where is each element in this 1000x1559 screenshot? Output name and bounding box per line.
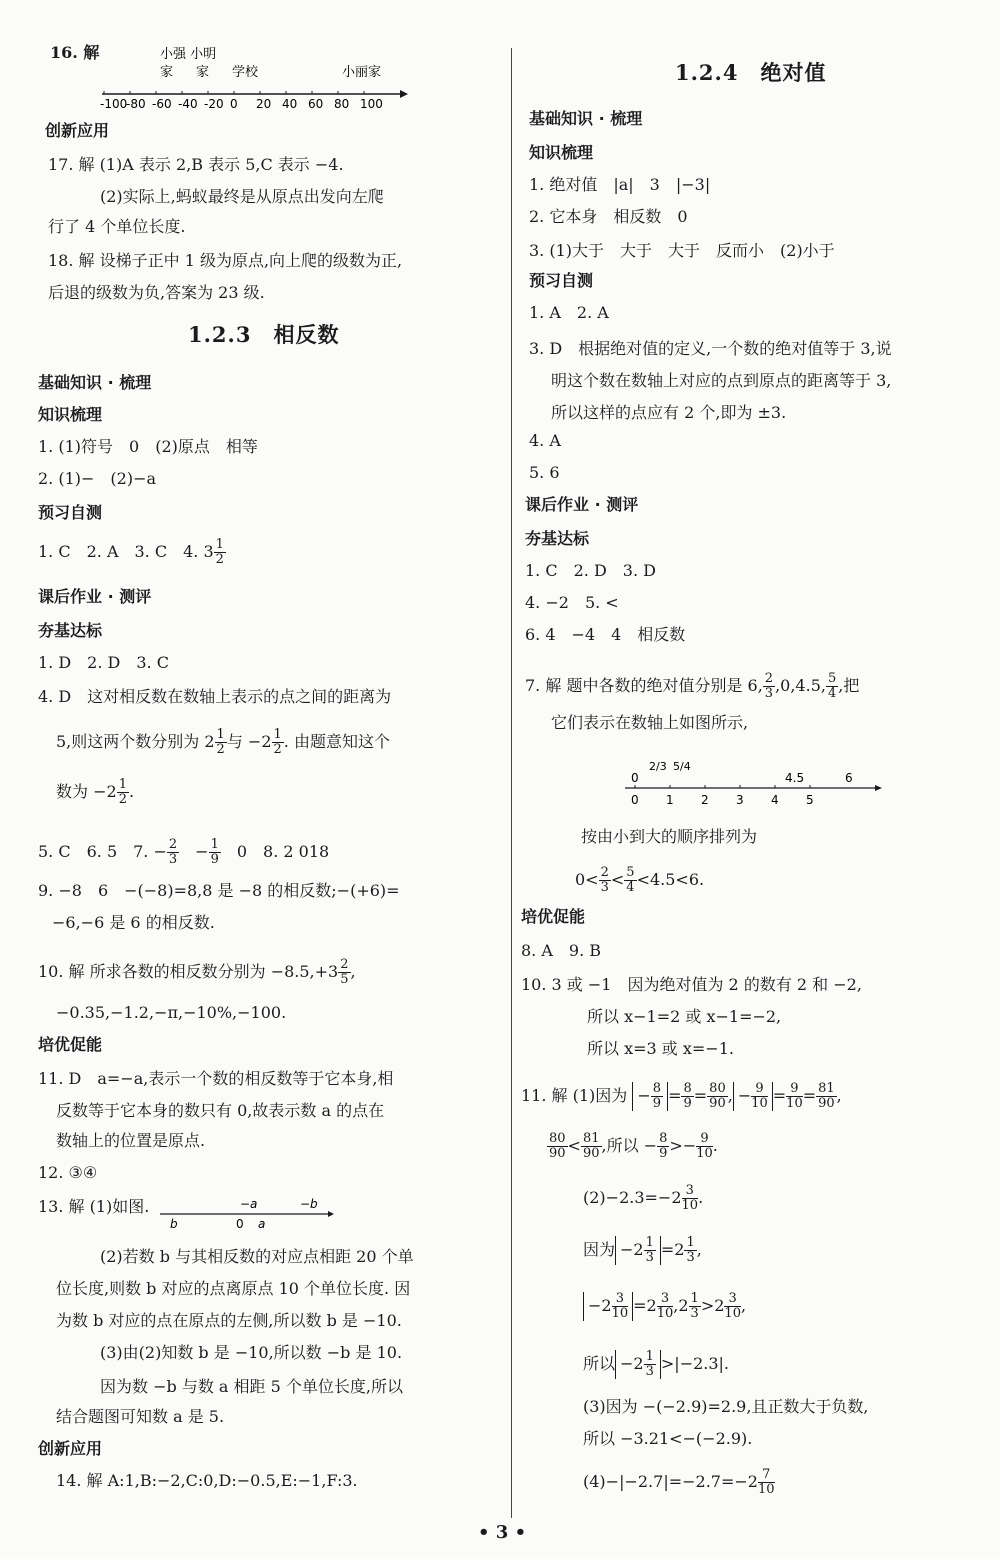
q7-tick-label: 1 [666,793,674,807]
label-minus-b: −b [300,1197,318,1211]
b13-line1: 13. 解 (1)如图. [38,1197,150,1216]
b13-line2: (2)若数 b 与其相反数的对应点相距 20 个单 [100,1247,414,1266]
b12-line: 12. ③④ [38,1163,98,1182]
heading-advance-2: 培优促能 [521,907,586,926]
b1-line: 1. D 2. D 3. C [38,653,169,672]
section-title-1-2-3: 1.2.3 相反数 [188,322,340,347]
label-b: b [170,1217,178,1231]
q16-tick-label: 40 [282,97,298,111]
q16-tick-label: -60 [152,97,172,111]
k2-line: 2. (1)− (2)−a [38,469,157,488]
q16-tick-label: 0 [230,97,238,111]
q16-number-line [0,44,420,114]
heading-knowledge-1: 知识梳理 [38,405,103,424]
b5-line: 5. C 6. 5 7. − $\frac{2}{3}$ − $\frac{1}{9}$ 0 8. 2 018 [38,837,330,867]
rk2-line: 2. 它本身 相反数 0 [529,207,688,226]
rb10-line2: 所以 x−1=2 或 x−1=−2, [587,1007,782,1026]
heading-preview-1: 预习自测 [38,503,103,522]
heading-base-1: 夯基达标 [38,621,103,640]
rk3-line: 3. (1)大于 大于 大于 反而小 (2)小于 [529,241,835,260]
b4-line3: 数为 −2 $\frac{1}{2}$ . [56,777,135,807]
heading-innovation-2: 创新应用 [38,1439,103,1458]
column-divider [511,48,512,1518]
q16-tick-label: -20 [204,97,224,111]
q16-tick-label: 60 [308,97,324,111]
b9-line2: −6,−6 是 6 的相反数. [52,913,215,932]
heading-homework-2: 课后作业 · 测评 [525,495,639,514]
label-a: a [258,1217,266,1231]
section-title-1-2-4: 1.2.4 绝对值 [675,60,827,85]
rb10-line1: 10. 3 或 −1 因为绝对值为 2 的数有 2 和 −2, [521,975,862,994]
heading-innovation-1: 创新应用 [45,121,110,140]
q18-line1: 18. 解 设梯子正中 1 级为原点,向上爬的级数为正, [48,251,403,270]
label-top-2-3: 2/3 [649,760,667,773]
rp3-line1: 3. D 根据绝对值的定义,一个数的绝对值等于 3,说 [529,339,892,358]
q17-line3: 行了 4 个单位长度. [48,217,186,236]
q17-line1: 17. 解 (1)A 表示 2,B 表示 5,C 表示 −4. [48,155,344,174]
b14-line: 14. 解 A:1,B:−2,C:0,D:−0.5,E:−1,F:3. [56,1471,358,1490]
heading-preview-2: 预习自测 [529,271,594,290]
q7-tick-label: 5 [806,793,814,807]
heading-knowledge-2: 知识梳理 [529,143,594,162]
label-top-0: 0 [631,771,639,785]
rb11-line1: 11. 解 (1)因为 − $\frac{8}{9}$ = $\frac{8}{9}$ = $\frac{80}{90}$ , − $\frac{9}{10}$ = $\frac{9}{10}$ = $\frac{81}{90}$ , [521,1081,842,1111]
rb11-line6: 所以 −2 $\frac{1}{3}$ >|−2.3|. [583,1349,730,1379]
q7-tick-label: 2 [701,793,709,807]
k1-line: 1. (1)符号 0 (2)原点 相等 [38,437,258,456]
rp1-line: 1. A 2. A [529,303,609,322]
rb7-line2: 它们表示在数轴上如图所示, [551,713,749,732]
b13-line6: 因为数 −b 与数 a 相距 5 个单位长度,所以 [100,1377,403,1396]
label-jia2: 家 [196,65,210,80]
label-xiaoqiang-xiaoming: 小强 小明 [160,47,217,62]
rb11-line5: −2 $\frac{3}{10}$ =2 $\frac{3}{10}$ ,2 $\frac{1}{3}$ >2 $\frac{3}{10}$ , [583,1292,746,1321]
rb7-line1: 7. 解 题中各数的绝对值分别是 6, $\frac{2}{3}$ ,0,4.5, $\frac{5}{4}$ ,把 [525,671,860,701]
rp3-line2: 明这个数在数轴上对应的点到原点的距离等于 3, [551,371,892,390]
label-minus-a: −a [240,1197,258,1211]
heading-basic-1: 基础知识 · 梳理 [38,373,152,392]
label-top-6: 6 [845,771,853,785]
rb8-line: 8. A 9. B [521,941,602,960]
q16-tick-label: 20 [256,97,272,111]
q7-tick-label: 0 [631,793,639,807]
q18-line2: 后退的级数为负,答案为 23 级. [48,283,265,302]
b13-line5: (3)由(2)知数 b 是 −10,所以数 −b 是 10. [100,1343,403,1362]
b4-line1: 4. D 这对相反数在数轴上表示的点之间的距离为 [38,687,392,706]
b13-line7: 结合题图可知数 a 是 5. [56,1407,225,1426]
label-xiaoli-home: 小丽家 [342,65,382,80]
page-number: • 3 • [478,1522,527,1543]
rb11-line4: 因为 −2 $\frac{1}{3}$ =2 $\frac{1}{3}$ , [583,1235,702,1265]
q7-number-line [615,748,895,808]
b10-line1: 10. 解 所求各数的相反数分别为 −8.5,+3 $\frac{2}{5}$ , [38,957,356,987]
rb4-line: 4. −2 5. < [525,593,619,612]
fraction-1-2: $\frac{1}{2}$ [215,537,224,567]
b11-line3: 数轴上的位置是原点. [56,1131,206,1150]
heading-basic-2: 基础知识 · 梳理 [529,109,643,128]
b4-line2: 5,则这两个数分别为 2 $\frac{1}{2}$ 与 −2 $\frac{1}{2}$ . 由题意知这个 [56,727,390,757]
heading-homework-1: 课后作业 · 测评 [38,587,152,606]
label-top-5-4: 5/4 [673,760,691,773]
rb7-line3: 按由小到大的顺序排列为 [581,827,758,846]
rp4-line: 4. A [529,431,561,450]
heading-base-2: 夯基达标 [525,529,590,548]
heading-advance-1: 培优促能 [38,1035,103,1054]
b13-line4: 为数 b 对应的点在原点的左侧,所以数 b 是 −10. [56,1311,402,1330]
q13-number-line [160,1194,340,1234]
q16-tick-label: 80 [334,97,350,111]
label-jia1: 家 [160,65,174,80]
q7-tick-label: 3 [736,793,744,807]
b11-line2: 反数等于它本身的数只有 0,故表示数 a 的点在 [56,1101,385,1120]
b10-line2: −0.35,−1.2,−π,−10%,−100. [56,1003,287,1022]
label-0: 0 [236,1217,244,1231]
rp3-line3: 所以这样的点应有 2 个,即为 ±3. [551,403,787,422]
q16-tick-label: -80 [126,97,146,111]
q16-label: 16. 解 [50,43,100,62]
rb11-line8: 所以 −3.21<−(−2.9). [583,1429,753,1448]
label-school: 学校 [232,65,259,80]
b11-line1: 11. D a=−a,表示一个数的相反数等于它本身,相 [38,1069,394,1088]
q16-tick-label: -100 [100,97,128,111]
b9-line1: 9. −8 6 −(−8)=8,8 是 −8 的相反数;−(+6)= [38,881,400,900]
rb6-line: 6. 4 −4 4 相反数 [525,625,686,644]
rb7-line4: 0< $\frac{2}{3}$ < $\frac{5}{4}$ <4.5<6. [575,865,705,895]
label-top-4-5: 4.5 [785,771,805,785]
rb11-line7: (3)因为 −(−2.9)=2.9,且正数大于负数, [583,1397,869,1416]
q17-line2: (2)实际上,蚂蚁最终是从原点出发向左爬 [100,187,384,206]
q7-tick-label: 4 [771,793,779,807]
rk1-line: 1. 绝对值 |a| 3 |−3| [529,175,711,194]
rb1-line: 1. C 2. D 3. D [525,561,656,580]
p1-line: 1. C 2. A 3. C 4. 3 $\frac{1}{2}$ [38,537,224,567]
rb10-line3: 所以 x=3 或 x=−1. [587,1039,734,1058]
rp5-line: 5. 6 [529,463,560,482]
b13-line3: 位长度,则数 b 对应的点离原点 10 个单位长度. 因 [56,1279,411,1298]
q16-tick-label: 100 [360,97,383,111]
rb11-line3: (2)−2.3=−2 $\frac{3}{10}$ . [583,1183,704,1213]
rb11-line2: $\frac{80}{90}$ < $\frac{81}{90}$ ,所以 − $\frac{8}{9}$ >− $\frac{9}{10}$ . [549,1131,718,1161]
q16-tick-label: -40 [178,97,198,111]
rb11-line9: (4)−|−2.7|=−2.7=−2 $\frac{7}{10}$ [583,1467,775,1497]
